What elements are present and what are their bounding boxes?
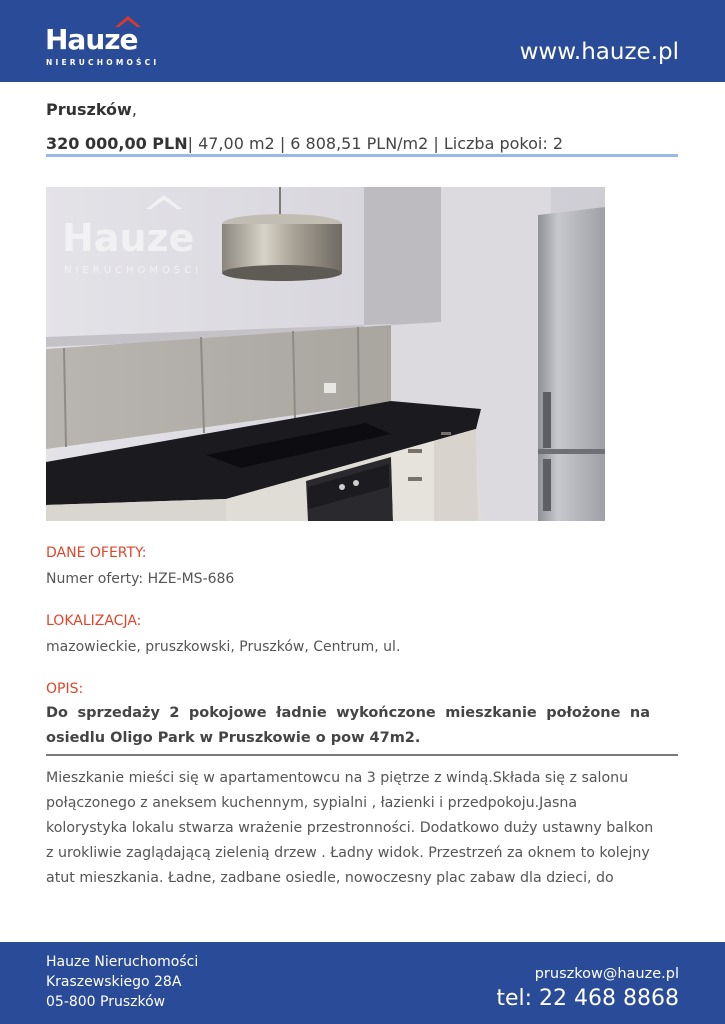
listing-city: Pruszków, — [46, 100, 137, 119]
offer-number: Numer oferty: HZE-MS-686 — [46, 571, 235, 587]
location-section-label: LOKALIZACJA: — [46, 613, 142, 629]
property-photo[interactable] — [46, 187, 605, 521]
description-line: połączonego z aneksem kuchennym, sypialni , łazienki i przedpokoju.Jasna — [46, 795, 578, 811]
logo-wordmark: Hauze — [45, 23, 138, 56]
offer-section-label: DANE OFERTY: — [46, 545, 147, 561]
kitchen-photo-illustration — [46, 187, 605, 521]
description-line: kolorystyka lokalu stwarza wrażenie przestronności. Dodatkowo duży ustawny balkon — [46, 820, 654, 836]
email-link[interactable]: pruszkow@hauze.pl — [534, 966, 679, 982]
listing-price: 320 000,00 PLN — [46, 134, 188, 153]
postal-city: 05-800 Pruszków — [46, 994, 166, 1010]
office-address — [46, 952, 198, 1012]
hauze-logo[interactable] — [45, 14, 160, 70]
description-line: Mieszkanie mieści się w apartamentowcu na 3 piętrze z windą.Składa się z salonu — [46, 770, 629, 786]
description-divider — [46, 754, 678, 756]
description-lead: Do sprzedaży 2 pokojowe ładnie wykończone mieszkanie położone na osiedlu Oligo Park w Pruszkowie o pow 47m2. — [46, 705, 650, 746]
description-line: z urokliwie zaglądającą zielenią drzew . Ładny widok. Przestrzeń za oknem to kolejny — [46, 845, 650, 861]
page-header — [0, 0, 725, 82]
listing-summary — [46, 133, 563, 155]
description-section-label: OPIS: — [46, 681, 84, 697]
photo-watermark-subtitle: NIERUCHOMOŚCI — [64, 265, 203, 276]
street-address: Kraszewskiego 28A — [46, 974, 182, 990]
website-link[interactable]: www.hauze.pl — [519, 39, 679, 65]
description-body — [46, 766, 678, 891]
location-text: mazowieckie, pruszkowski, Pruszków, Centrum, ul. — [46, 639, 401, 655]
photo-watermark-text: Hauze — [62, 216, 195, 260]
phone-number[interactable]: tel: 22 468 8868 — [496, 986, 679, 1011]
description-line: atut mieszkania. Ładne, zadbane osiedle, nowoczesny plac zabaw dla dzieci, do — [46, 870, 614, 886]
logo-subtitle: NIERUCHOMOŚCI — [46, 58, 160, 67]
title-divider — [46, 154, 678, 157]
company-name: Hauze Nieruchomości — [46, 954, 199, 970]
page-footer — [0, 942, 725, 1024]
listing-details: | 47,00 m2 | 6 808,51 PLN/m2 | Liczba pokoi: 2 — [187, 134, 564, 153]
